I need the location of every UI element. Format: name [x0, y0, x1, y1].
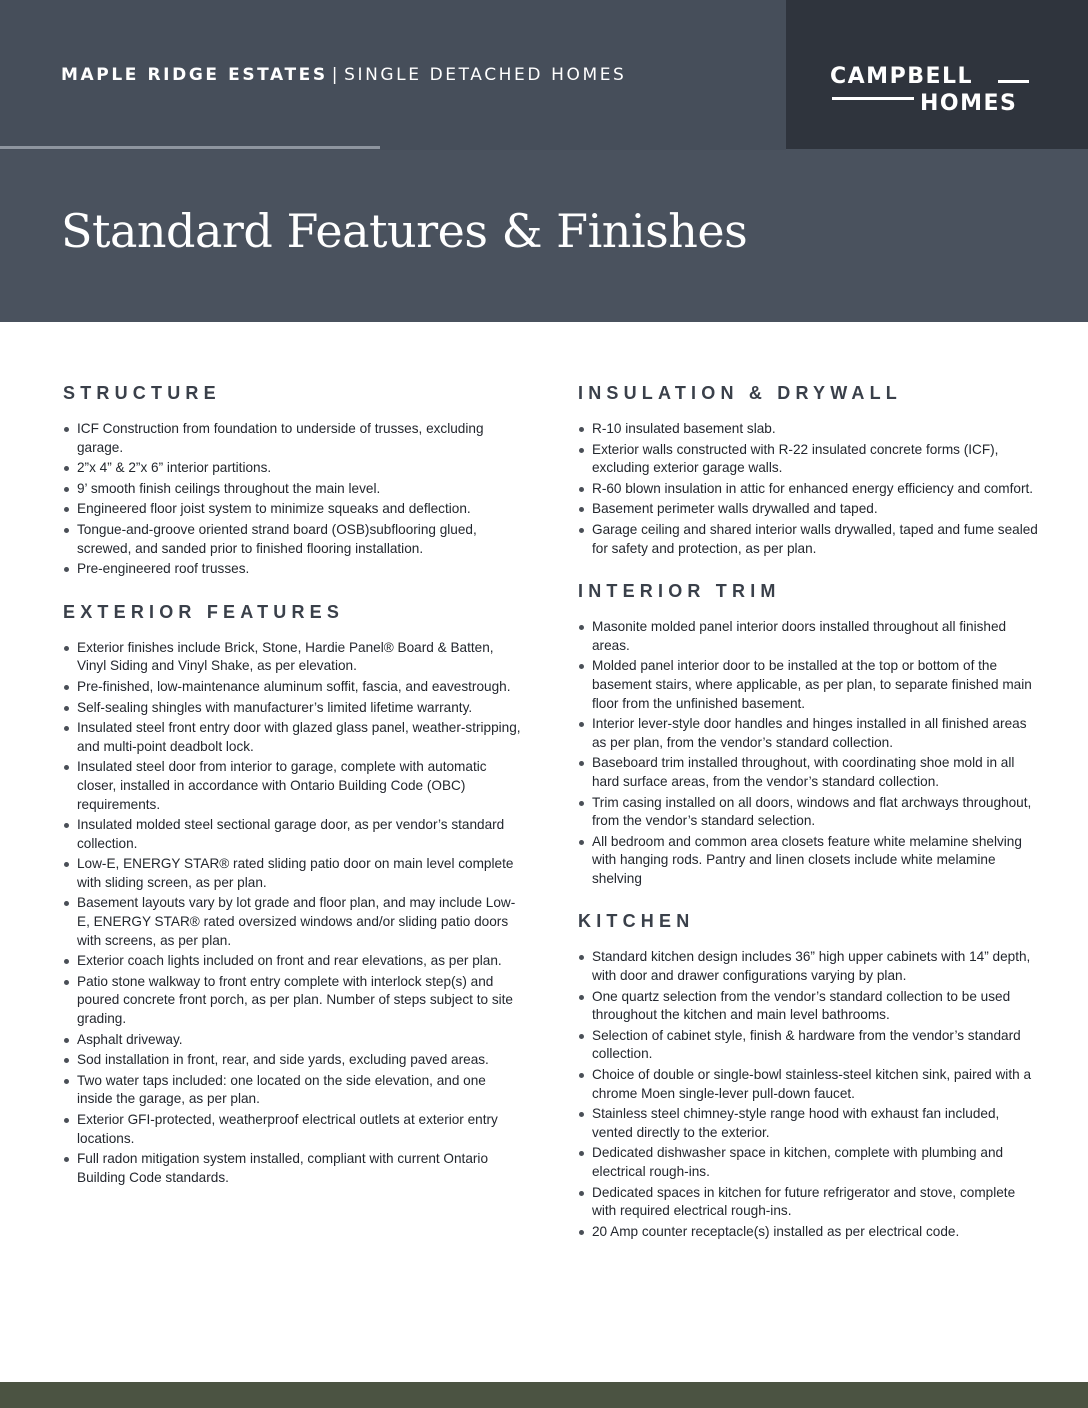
list-item: 9’ smooth finish ceilings throughout the main level. — [63, 480, 523, 499]
project-line — [61, 64, 626, 86]
list-item: Dedicated spaces in kitchen for future refrigerator and stove, complete with required electrical rough-ins. — [578, 1184, 1038, 1221]
accent-rule — [0, 146, 380, 149]
footer-band — [0, 1382, 1088, 1408]
list-item: Stainless steel chimney-style range hood with exhaust fan included, vented directly to the exterior. — [578, 1105, 1038, 1142]
list-item: Baseboard trim installed throughout, with coordinating shoe mold in all hard surface areas, from the vendor’s standard collection. — [578, 754, 1038, 791]
list-item: R-60 blown insulation in attic for enhanced energy efficiency and comfort. — [578, 480, 1038, 499]
project-name: MAPLE RIDGE ESTATES — [61, 65, 328, 85]
list-item: Full radon mitigation system installed, compliant with current Ontario Building Code standards. — [63, 1150, 523, 1187]
list-item: Exterior walls constructed with R-22 insulated concrete forms (ICF), excluding exterior garage walls. — [578, 441, 1038, 478]
feature-list — [63, 639, 523, 1188]
feature-list — [578, 948, 1038, 1241]
logo-text-line2: HOMES — [920, 91, 1018, 116]
list-item: Insulated steel door from interior to garage, complete with automatic closer, installed in accordance with Ontario Building Code (OBC) requirements. — [63, 758, 523, 814]
feature-list — [578, 618, 1038, 888]
list-item: Exterior GFI-protected, weatherproof electrical outlets at exterior entry locations. — [63, 1111, 523, 1148]
list-item: Molded panel interior door to be installed at the top or bottom of the basement stairs, where applicable, as per plan, to separate finished main floor from the unfinished basement. — [578, 657, 1038, 713]
list-item: Tongue-and-groove oriented strand board (OSB)subflooring glued, screwed, and sanded prior to finished flooring installation. — [63, 521, 523, 558]
page-header — [0, 0, 1088, 322]
section-exterior-features — [63, 599, 523, 1188]
list-item: Exterior finishes include Brick, Stone, Hardie Panel® Board & Batten, Vinyl Siding and Vinyl Shake, as per elevation. — [63, 639, 523, 676]
list-item: Trim casing installed on all doors, windows and flat archways throughout, from the vendor’s standard selection. — [578, 794, 1038, 831]
list-item: R-10 insulated basement slab. — [578, 420, 1038, 439]
section-heading: INTERIOR TRIM — [578, 581, 781, 602]
section-insulation-drywall — [578, 380, 1038, 558]
list-item: All bedroom and common area closets feature white melamine shelving with hanging rods. Pantry and linen closets include white melamine shelving — [578, 833, 1038, 889]
list-item: Sod installation in front, rear, and side yards, excluding paved areas. — [63, 1051, 523, 1070]
project-separator: | — [331, 65, 341, 85]
section-heading: EXTERIOR FEATURES — [63, 601, 345, 622]
list-item: Basement perimeter walls drywalled and taped. — [578, 500, 1038, 519]
list-item: 2”x 4” & 2”x 6” interior partitions. — [63, 459, 523, 478]
list-item: Dedicated dishwasher space in kitchen, complete with plumbing and electrical rough-ins. — [578, 1144, 1038, 1181]
page-title: Standard Features & Finishes — [61, 204, 748, 258]
list-item: Garage ceiling and shared interior walls drywalled, taped and fume sealed for safety and protection, as per plan. — [578, 521, 1038, 558]
logo-bar — [832, 97, 914, 100]
list-item: Exterior coach lights included on front and rear elevations, as per plan. — [63, 952, 523, 971]
feature-list — [63, 420, 523, 579]
list-item: Low-E, ENERGY STAR® rated sliding patio door on main level complete with sliding screen, as per plan. — [63, 855, 523, 892]
section-heading: STRUCTURE — [63, 383, 221, 403]
logo-bar — [998, 80, 1029, 83]
list-item: 20 Amp counter receptacle(s) installed as per electrical code. — [578, 1223, 1038, 1242]
list-item: Two water taps included: one located on the side elevation, and one inside the garage, as per plan. — [63, 1072, 523, 1109]
list-item: Insulated steel front entry door with glazed glass panel, weather-stripping, and multi-point deadbolt lock. — [63, 719, 523, 756]
list-item: Asphalt driveway. — [63, 1031, 523, 1050]
list-item: Pre-finished, low-maintenance aluminum soffit, fascia, and eavestrough. — [63, 678, 523, 697]
section-structure — [63, 380, 523, 579]
list-item: Interior lever-style door handles and hinges installed in all finished areas as per plan, from the vendor’s standard collection. — [578, 715, 1038, 752]
list-item: ICF Construction from foundation to underside of trusses, excluding garage. — [63, 420, 523, 457]
list-item: Selection of cabinet style, finish & hardware from the vendor’s standard collection. — [578, 1027, 1038, 1064]
section-kitchen — [578, 908, 1038, 1241]
left-column — [63, 380, 523, 1207]
section-heading: INSULATION & DRYWALL — [578, 383, 902, 403]
campbell-homes-logo — [786, 0, 1088, 149]
list-item: Masonite molded panel interior doors installed throughout all finished areas. — [578, 618, 1038, 655]
section-heading: KITCHEN — [578, 911, 695, 932]
list-item: One quartz selection from the vendor’s standard collection to be used throughout the kitchen and main level bathrooms. — [578, 988, 1038, 1025]
project-type: SINGLE DETACHED HOMES — [344, 65, 627, 85]
list-item: Basement layouts vary by lot grade and floor plan, and may include Low-E, ENERGY STAR® rated oversized windows and/or sliding patio doors with screens, as per plan. — [63, 894, 523, 950]
list-item: Self-sealing shingles with manufacturer’s limited lifetime warranty. — [63, 699, 523, 718]
list-item: Choice of double or single-bowl stainless-steel kitchen sink, paired with a chrome Moen single-lever pull-down faucet. — [578, 1066, 1038, 1103]
list-item: Engineered floor joist system to minimize squeaks and deflection. — [63, 500, 523, 519]
feature-list — [578, 420, 1038, 558]
logo-text-line1: CAMPBELL — [830, 64, 974, 89]
list-item: Patio stone walkway to front entry complete with interlock step(s) and poured concrete front porch, as per plan. Number of steps subject to site grading. — [63, 973, 523, 1029]
right-column — [578, 380, 1038, 1261]
section-interior-trim — [578, 578, 1038, 888]
list-item: Insulated molded steel sectional garage door, as per vendor’s standard collection. — [63, 816, 523, 853]
list-item: Pre-engineered roof trusses. — [63, 560, 523, 579]
list-item: Standard kitchen design includes 36” high upper cabinets with 14” depth, with door and drawer configurations varying by plan. — [578, 948, 1038, 985]
